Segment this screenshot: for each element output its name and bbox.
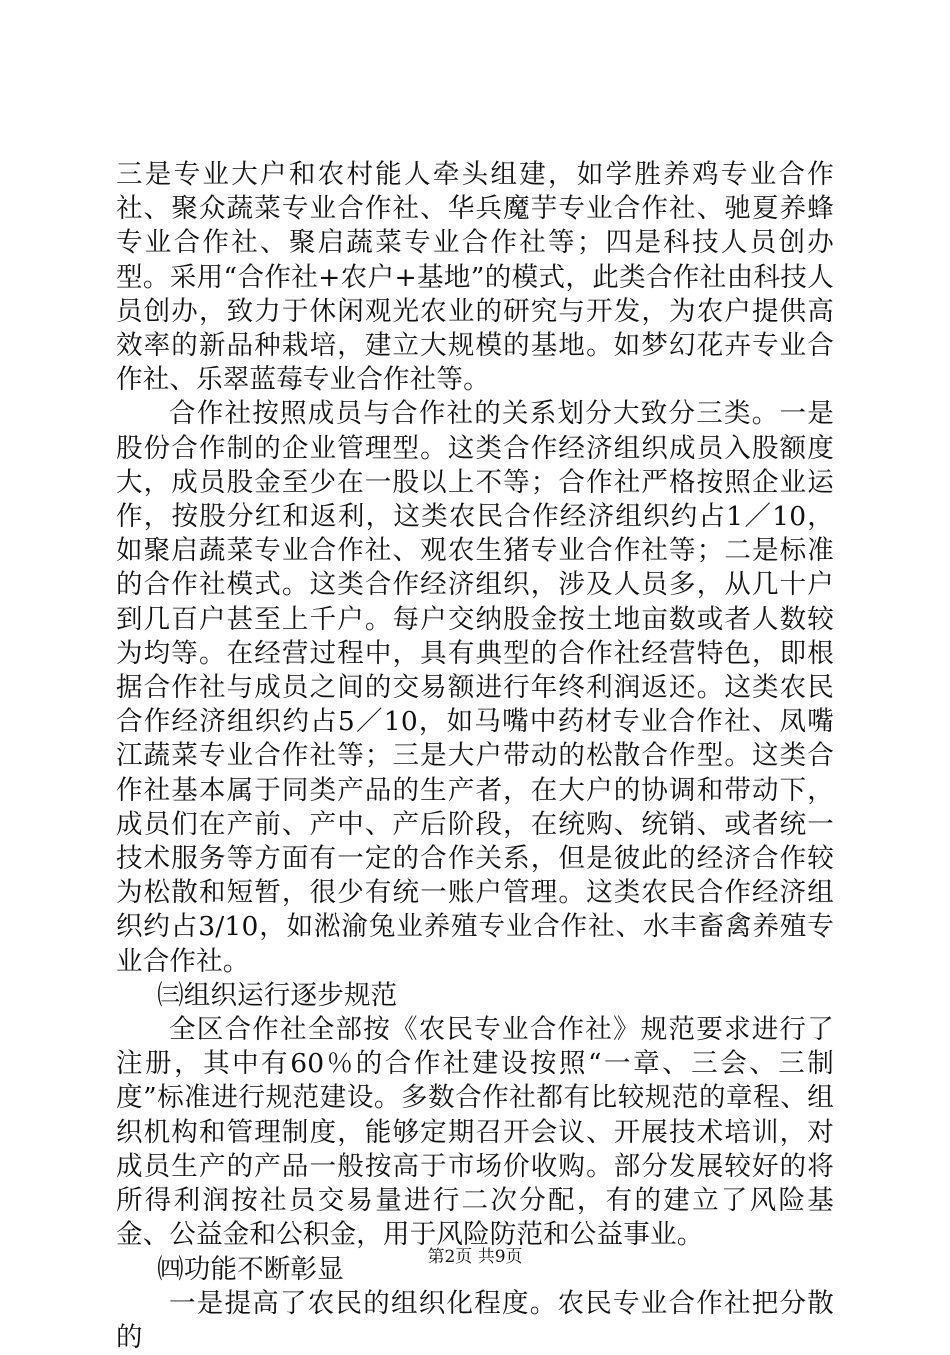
page-footer: 第2页 共9页 bbox=[427, 1247, 523, 1267]
section-heading: ㈣功能不断彰显 bbox=[157, 1253, 344, 1285]
document-body bbox=[116, 158, 834, 1355]
body-paragraph: 三是专业大户和农村能人牵头组建，如学胜养鸡专业合作社、聚众蔬菜专业合作社、华兵魔芋专业合作社、驰夏养蜂专业合作社、聚启蔬菜专业合作社等；四是科技人员创办型。采用“合作社+农户+基地”的模式，此类合作社由科技人员创办，致力于休闲观光农业的研究与开发，为农户提供高效率的新品种栽培，建立大规模的基地。如梦幻花卉专业合作社、乐翠蓝莓专业合作社等。 bbox=[116, 159, 834, 396]
body-paragraph: 一是提高了农民的组织化程度。农民专业合作社把分散的 bbox=[116, 1287, 834, 1353]
section-heading: ㈢组织运行逐步规范 bbox=[157, 979, 398, 1011]
body-paragraph: 全区合作社全部按《农民专业合作社》规范要求进行了注册，其中有60％的合作社建设按照“一章、三会、三制度”标准进行规范建设。多数合作社都有比较规范的章程、组织机构和管理制度，能够定期召开会议、开展技术培训，对成员生产的产品一般按高于市场价收购。部分发展较好的将所得利润按社员交易量进行二次分配，有的建立了风险基金、公益金和公积金，用于风险防范和公益事业。 bbox=[116, 1014, 834, 1251]
body-paragraph: 合作社按照成员与合作社的关系划分大致分三类。一是股份合作制的企业管理型。这类合作经济组织成员入股额度大，成员股金至少在一股以上不等；合作社严格按照企业运作，按股分红和返利，这类农民合作经济组织约占1／10，如聚启蔬菜专业合作社、观农生猪专业合作社等；二是标准的合作社模式。这类合作经济组织，涉及人员多，从几十户到几百户甚至上千户。每户交纳股金按土地亩数或者人数较为均等。在经营过程中，具有典型的合作社经营特色，即根据合作社与成员之间的交易额进行年终利润返还。这类农民合作经济组织约占5／10，如马嘴中药材专业合作社、凤嘴江蔬菜专业合作社等；三是大户带动的松散合作型。这类合作社基本属于同类产品的生产者，在大户的协调和带动下，成员们在产前、产中、产后阶段，在统购、统销、或者统一技术服务等方面有一定的合作关系，但是彼此的经济合作较为松散和短暂，很少有统一账户管理。这类农民合作经济组织约占3/10，如淞渝兔业养殖专业合作社、水丰畜禽养殖专业合作社。 bbox=[116, 398, 834, 977]
